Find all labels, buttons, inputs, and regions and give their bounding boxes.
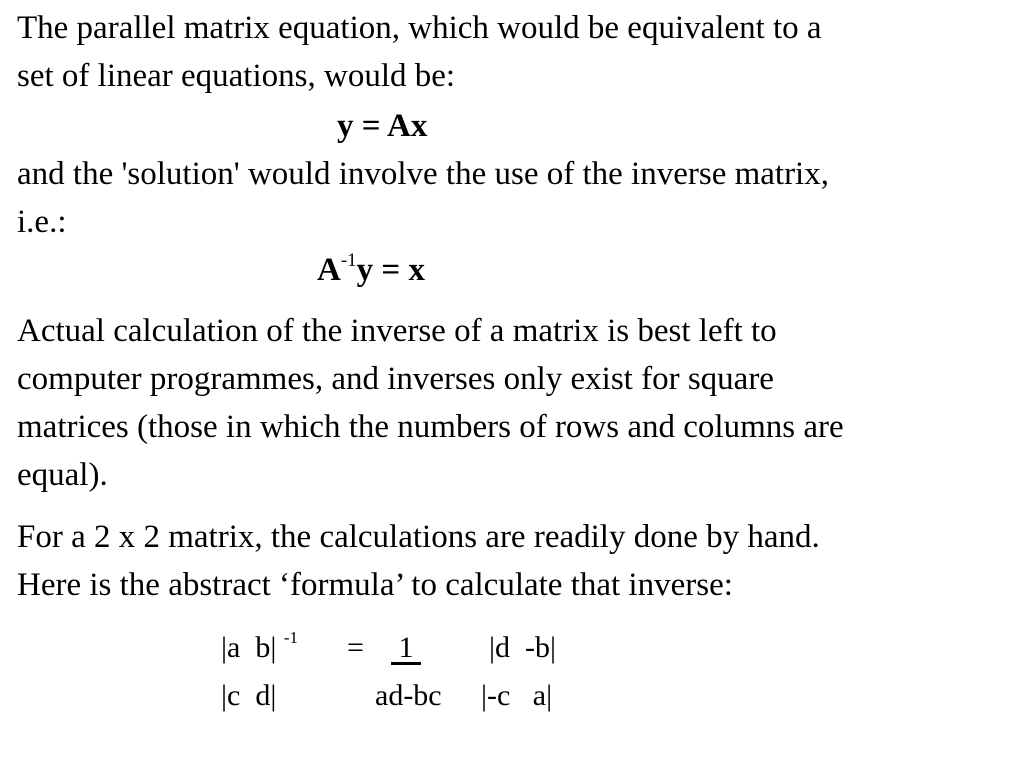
paragraph-calculation-line-3: matrices (those in which the numbers of rows and columns are [17,409,844,445]
equation-y-equals-ax: y = Ax [337,108,428,144]
equation-inverse-base: A [317,252,341,288]
formula-left-matrix-row-2: |c d| [221,679,277,712]
formula-denominator: ad-bc [375,679,442,712]
paragraph-2x2-line-1: For a 2 x 2 matrix, the calculations are readily done by hand. [17,519,820,555]
formula-left-exponent: -1 [283,628,298,647]
formula-left-matrix-row-1 [221,628,298,668]
equation-inverse-exponent: -1 [340,250,357,271]
formula-right-matrix-row-2: |-c a| [481,679,553,712]
paragraph-intro-line-2: set of linear equations, would be: [17,58,456,94]
paragraph-2x2-line-2: Here is the abstract ‘formula’ to calculate that inverse: [17,567,733,603]
paragraph-intro-line-1: The parallel matrix equation, which would be equivalent to a [17,10,822,46]
formula-equals-sign: = [347,631,364,664]
paragraph-solution-line-2: i.e.: [17,204,67,240]
paragraph-calculation-line-2: computer programmes, and inverses only exist for square [17,361,774,397]
paragraph-calculation-line-4: equal). [17,457,108,493]
equation-inverse-rest: y = x [356,252,425,288]
formula-numerator: 1 [391,631,421,664]
paragraph-calculation-line-1: Actual calculation of the inverse of a matrix is best left to [17,313,777,349]
paragraph-solution-line-1: and the 'solution' would involve the use of the inverse matrix, [17,156,829,192]
formula-right-matrix-row-1: |d -b| [489,631,557,664]
formula-left-row-1-text: |a b| [221,631,277,664]
